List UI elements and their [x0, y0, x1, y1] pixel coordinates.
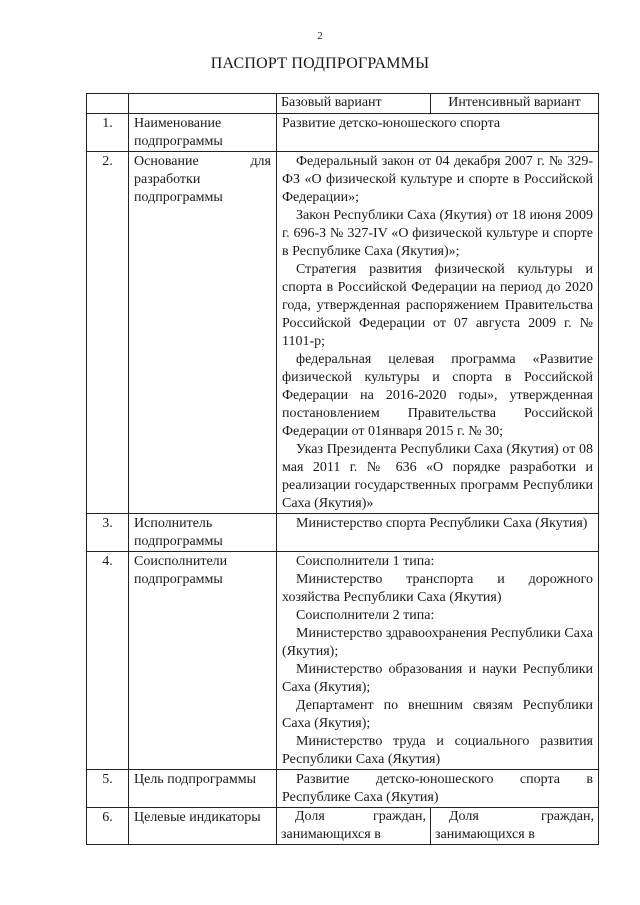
- legal-basis-item: федеральная целевая программа «Развитие физической культуры и спорта в Российской Федерации на 2016-2020 годы», утвержденная постановлением Правительства Российской Федерации от 01января 2015 г. № 30;: [282, 352, 593, 439]
- table-row: [87, 552, 599, 770]
- row-label: Соисполнители подпрограммы: [129, 552, 277, 770]
- row-number: 3.: [87, 514, 129, 552]
- co-executor-item: Департамент по внешним связям Республики Саха (Якутия);: [282, 698, 593, 731]
- row-label-part: Основание: [134, 154, 199, 169]
- passport-table: [86, 93, 599, 845]
- table-row: [87, 114, 599, 152]
- row-content: [277, 152, 599, 514]
- row-content: [277, 114, 599, 152]
- intensive-variant-header: Интенсивный вариант: [448, 95, 581, 110]
- row-label: Исполнитель подпрограммы: [129, 514, 277, 552]
- row-number: 2.: [87, 152, 129, 514]
- row-number: 1.: [87, 114, 129, 152]
- table-row: [87, 514, 599, 552]
- executor-text: Министерство спорта Республики Саха (Якутия): [296, 516, 588, 531]
- document-title: ПАСПОРТ ПОДПРОГРАММЫ: [210, 55, 430, 72]
- row-label: Цель подпрограммы: [129, 770, 277, 808]
- row-content: [277, 514, 599, 552]
- goal-text: Развитие детско-юношеского спорта в Республике Саха (Якутия): [282, 772, 593, 805]
- base-variant-header: Базовый вариант: [277, 94, 431, 113]
- legal-basis-item: Федеральный закон от 04 декабря 2007 г. № 329-ФЗ «О физической культуре и спорте в Российской Федерации»;: [282, 154, 593, 205]
- legal-basis-item: Закон Республики Саха (Якутия) от 18 июня 2009 г. 696-З № 327-IV «О физической культуре и спорте в Республике Саха (Якутия)»;: [282, 208, 593, 259]
- row-number: 5.: [87, 770, 129, 808]
- co-executor-item: Соисполнители 1 типа:: [296, 554, 435, 569]
- row-number: 6.: [87, 808, 129, 845]
- row-label: Целевые индикаторы: [129, 808, 277, 845]
- row-content: [277, 770, 599, 808]
- table-row: [87, 152, 599, 514]
- row-content: [277, 808, 599, 845]
- legal-basis-item: Указ Президента Республики Саха (Якутия) от 08 мая 2011 г. № 636 «О порядке разработки и реализации государственных программ Республики Саха (Якутия)»: [282, 442, 593, 511]
- header-label-cell: [129, 94, 277, 114]
- subprogram-name: Развитие детско-юношеского спорта: [282, 116, 501, 131]
- co-executor-item: Министерство транспорта и дорожного хозяйства Республики Саха (Якутия): [282, 572, 593, 605]
- row-number: 4.: [87, 552, 129, 770]
- table-header-row: [87, 94, 599, 114]
- page-number: 2: [317, 30, 323, 42]
- legal-basis-item: Стратегия развития физической культуры и спорта в Российской Федерации на период до 2020 года, утвержденная распоряжением Правительства Российской Федерации от 07 августа 2009 г. № 1101-р;: [282, 262, 593, 349]
- row-label: [129, 152, 277, 514]
- co-executor-item: Министерство труда и социального развития Республики Саха (Якутия): [282, 734, 593, 767]
- co-executor-item: Министерство здравоохранения Республики Саха (Якутия);: [282, 626, 593, 659]
- row-content: [277, 552, 599, 770]
- table-row: [87, 770, 599, 808]
- row-label: Наименование подпрограммы: [129, 114, 277, 152]
- header-num-cell: [87, 94, 129, 114]
- intensive-indicator-text: Доля граждан, занимающихся в: [435, 809, 594, 842]
- table-row: [87, 808, 599, 845]
- row-label-part: для: [250, 154, 271, 169]
- row-label-part: разработки подпрограммы: [134, 172, 223, 205]
- co-executor-item: Соисполнители 2 типа:: [296, 608, 435, 623]
- base-indicator-text: Доля граждан, занимающихся в: [277, 808, 431, 844]
- co-executor-item: Министерство образования и науки Республики Саха (Якутия);: [282, 662, 593, 695]
- header-variants-cell: [277, 94, 599, 114]
